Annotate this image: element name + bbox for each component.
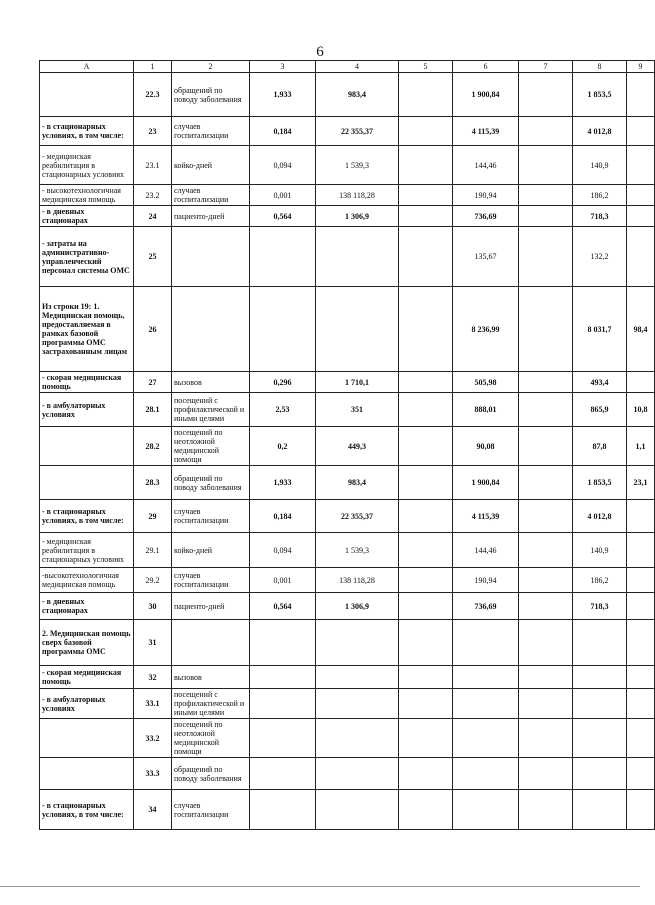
table-cell: 28.2	[134, 427, 172, 466]
table-cell	[399, 593, 453, 620]
table-cell: 32	[134, 666, 172, 689]
table-cell: 983,4	[316, 73, 399, 117]
budget-table	[39, 60, 655, 830]
table-cell: 138 118,28	[316, 185, 399, 206]
table-cell: - скорая медицинская помощь	[40, 372, 134, 393]
table-cell	[316, 689, 399, 719]
table-cell	[250, 227, 316, 287]
table-cell	[40, 427, 134, 466]
table-cell	[250, 620, 316, 666]
table-row	[40, 287, 655, 372]
table-cell: 0,296	[250, 372, 316, 393]
table-cell	[316, 620, 399, 666]
table-cell: 29.1	[134, 533, 172, 568]
table-cell: посещений по неотложной медицинской помощи	[172, 719, 250, 758]
table-cell	[519, 287, 573, 372]
table-cell: 26	[134, 287, 172, 372]
table-cell	[172, 227, 250, 287]
table-cell	[399, 73, 453, 117]
table-cell	[519, 719, 573, 758]
table-cell	[519, 117, 573, 146]
table-row	[40, 719, 655, 758]
table-cell	[399, 372, 453, 393]
table-cell	[627, 146, 655, 185]
table-cell: Из строки 19: 1. Медицинская помощь, предоставляемая в рамках базовой программы ОМС застрахованным лицам	[40, 287, 134, 372]
table-cell: пациенто-дней	[172, 206, 250, 227]
table-row	[40, 666, 655, 689]
table-cell: койко-дней	[172, 146, 250, 185]
table-cell: 1 853,5	[573, 466, 627, 500]
table-cell	[399, 227, 453, 287]
table-cell: 98,4	[627, 287, 655, 372]
table-cell	[573, 666, 627, 689]
table-cell	[627, 758, 655, 790]
table-cell: - затраты на административно-управленческий персонал системы ОМС	[40, 227, 134, 287]
table-cell: 29	[134, 500, 172, 533]
header-cell: 5	[399, 61, 453, 73]
table-cell: 140,9	[573, 146, 627, 185]
table-cell: случаев госпитализации	[172, 185, 250, 206]
table-cell: 4 012,8	[573, 500, 627, 533]
header-cell: 4	[316, 61, 399, 73]
table-cell: 493,4	[573, 372, 627, 393]
table-cell: - в стационарных условиях, в том числе:	[40, 500, 134, 533]
table-cell	[627, 666, 655, 689]
header-cell: А	[40, 61, 134, 73]
table-cell: 1 853,5	[573, 73, 627, 117]
table-cell	[627, 568, 655, 593]
table-cell: 718,3	[573, 206, 627, 227]
table-cell: - в амбулаторных условиях	[40, 393, 134, 427]
table-cell	[453, 689, 519, 719]
table-cell: 23.2	[134, 185, 172, 206]
table-cell: 0,184	[250, 117, 316, 146]
table-cell	[519, 568, 573, 593]
table-cell: 1,1	[627, 427, 655, 466]
page-number: 6	[316, 44, 324, 60]
table-cell	[399, 620, 453, 666]
table-cell	[250, 719, 316, 758]
table-cell	[399, 790, 453, 830]
table-cell: 140,9	[573, 533, 627, 568]
table-cell: 1,933	[250, 466, 316, 500]
table-cell: 0,2	[250, 427, 316, 466]
table-cell: 29.2	[134, 568, 172, 593]
table-cell: койко-дней	[172, 533, 250, 568]
table-row	[40, 593, 655, 620]
header-cell: 1	[134, 61, 172, 73]
table-cell: 90,08	[453, 427, 519, 466]
table-cell: 1 539,3	[316, 146, 399, 185]
table-row	[40, 73, 655, 117]
table-cell: 4 012,8	[573, 117, 627, 146]
table-cell: 0,094	[250, 146, 316, 185]
table-cell	[573, 719, 627, 758]
header-cell: 3	[250, 61, 316, 73]
table-cell: - высокотехнологичная медицинская помощь	[40, 185, 134, 206]
table-row	[40, 427, 655, 466]
table-cell: 4 115,39	[453, 500, 519, 533]
table-cell: 1 306,9	[316, 593, 399, 620]
table-cell: 186,2	[573, 568, 627, 593]
table-cell: 1 539,3	[316, 533, 399, 568]
table-cell: посещений с профилактической и иными целями	[172, 689, 250, 719]
table-cell	[627, 73, 655, 117]
table-cell	[399, 500, 453, 533]
table-cell	[519, 758, 573, 790]
table-cell: 10,8	[627, 393, 655, 427]
table-cell: 8 236,99	[453, 287, 519, 372]
header-cell: 9	[627, 61, 655, 73]
table-cell	[250, 790, 316, 830]
table-cell: 22 355,37	[316, 500, 399, 533]
table-cell	[399, 206, 453, 227]
table-cell: 0,564	[250, 593, 316, 620]
header-cell: 2	[172, 61, 250, 73]
table-cell	[316, 790, 399, 830]
table-cell: 27	[134, 372, 172, 393]
table-cell: - в дневных стационарах	[40, 593, 134, 620]
table-row	[40, 466, 655, 500]
table-cell: - в дневных стационарах	[40, 206, 134, 227]
table-row	[40, 500, 655, 533]
table-cell	[40, 758, 134, 790]
header-cell: 7	[519, 61, 573, 73]
table-cell: 1 900,84	[453, 73, 519, 117]
table-cell	[519, 227, 573, 287]
table-cell: 1 900,84	[453, 466, 519, 500]
table-cell: вызовов	[172, 372, 250, 393]
table-cell	[316, 758, 399, 790]
table-cell: 33.2	[134, 719, 172, 758]
table-cell	[519, 146, 573, 185]
table-cell: 22 355,37	[316, 117, 399, 146]
table-row	[40, 758, 655, 790]
table-cell	[399, 146, 453, 185]
table-cell: 23,1	[627, 466, 655, 500]
table-cell: 1,933	[250, 73, 316, 117]
table-cell	[399, 719, 453, 758]
table-cell	[399, 689, 453, 719]
table-cell: 22.3	[134, 73, 172, 117]
table-cell: 2. Медицинская помощь сверх базовой программы ОМС	[40, 620, 134, 666]
table-cell: 33.1	[134, 689, 172, 719]
table-cell: 0,001	[250, 185, 316, 206]
table-cell: 34	[134, 790, 172, 830]
table-row	[40, 185, 655, 206]
table-cell	[250, 287, 316, 372]
table-cell: 0,001	[250, 568, 316, 593]
table-cell: 351	[316, 393, 399, 427]
table-row	[40, 227, 655, 287]
table-body	[40, 61, 655, 830]
table-cell	[627, 206, 655, 227]
table-cell	[627, 620, 655, 666]
table-cell: 0,094	[250, 533, 316, 568]
table-cell	[519, 185, 573, 206]
table-cell	[316, 227, 399, 287]
table-cell: случаев госпитализации	[172, 500, 250, 533]
header-cell: 6	[453, 61, 519, 73]
header-cell: 8	[573, 61, 627, 73]
table-cell	[250, 666, 316, 689]
table-cell: 24	[134, 206, 172, 227]
table-cell: - медицинская реабилитация в стационарных условиях	[40, 533, 134, 568]
table-cell: обращений по поводу заболевания	[172, 758, 250, 790]
table-cell	[519, 593, 573, 620]
table-cell: пациенто-дней	[172, 593, 250, 620]
table-cell	[399, 185, 453, 206]
table-cell	[316, 719, 399, 758]
table-cell: вызовов	[172, 666, 250, 689]
table-cell	[399, 666, 453, 689]
table-cell: 0,184	[250, 500, 316, 533]
table-cell	[316, 666, 399, 689]
table-cell: 87,8	[573, 427, 627, 466]
table-cell: - в стационарных условиях, в том числе:	[40, 790, 134, 830]
table-cell	[573, 758, 627, 790]
table-cell: 144,46	[453, 146, 519, 185]
table-row	[40, 372, 655, 393]
table-cell	[172, 287, 250, 372]
table-cell: 1 306,9	[316, 206, 399, 227]
table-cell	[627, 372, 655, 393]
table-cell	[40, 73, 134, 117]
table-cell: 449,3	[316, 427, 399, 466]
table-row	[40, 393, 655, 427]
table-cell	[399, 568, 453, 593]
table-cell: 505,98	[453, 372, 519, 393]
table-cell: 8 031,7	[573, 287, 627, 372]
table-cell: 1 710,1	[316, 372, 399, 393]
table-cell: 30	[134, 593, 172, 620]
table-cell: 0,564	[250, 206, 316, 227]
table-cell	[519, 372, 573, 393]
table-cell	[519, 620, 573, 666]
table-cell	[453, 666, 519, 689]
table-cell	[627, 533, 655, 568]
table-row	[40, 620, 655, 666]
table-cell	[519, 466, 573, 500]
table-cell: 190,94	[453, 185, 519, 206]
table-cell: 190,94	[453, 568, 519, 593]
table-cell: обращений по поводу заболевания	[172, 466, 250, 500]
table-cell	[627, 689, 655, 719]
table-cell: 135,67	[453, 227, 519, 287]
table-cell: - медицинская реабилитация в стационарных условиях	[40, 146, 134, 185]
table-cell: 28.3	[134, 466, 172, 500]
table-cell: посещений с профилактической и иными целями	[172, 393, 250, 427]
table-row	[40, 790, 655, 830]
table-cell: случаев госпитализации	[172, 117, 250, 146]
table-row	[40, 568, 655, 593]
table-cell: 132,2	[573, 227, 627, 287]
table-cell: 33.3	[134, 758, 172, 790]
table-cell	[627, 185, 655, 206]
table-cell: 186,2	[573, 185, 627, 206]
table-cell: 983,4	[316, 466, 399, 500]
table-cell: 718,3	[573, 593, 627, 620]
table-cell	[399, 287, 453, 372]
table-row	[40, 206, 655, 227]
table-cell	[316, 287, 399, 372]
table-cell	[627, 593, 655, 620]
table-cell: - в стационарных условиях, в том числе:	[40, 117, 134, 146]
table-cell	[519, 206, 573, 227]
table-row	[40, 533, 655, 568]
table-cell	[519, 500, 573, 533]
table-cell	[573, 689, 627, 719]
table-cell: 144,46	[453, 533, 519, 568]
table-cell	[399, 533, 453, 568]
table-cell: - в амбулаторных условиях	[40, 689, 134, 719]
table-cell: 888,01	[453, 393, 519, 427]
table-cell	[519, 393, 573, 427]
table-cell	[573, 620, 627, 666]
table-cell: 4 115,39	[453, 117, 519, 146]
table-row	[40, 146, 655, 185]
table-header-row	[40, 61, 655, 73]
footer-divider	[0, 886, 640, 887]
table-row	[40, 689, 655, 719]
table-cell: -высокотехнологичная медицинская помощь	[40, 568, 134, 593]
table-row	[40, 117, 655, 146]
table-cell	[250, 758, 316, 790]
table-cell: 138 118,28	[316, 568, 399, 593]
table-cell: обращений по поводу заболевания	[172, 73, 250, 117]
table-cell: 25	[134, 227, 172, 287]
table-cell	[453, 620, 519, 666]
table-cell	[627, 117, 655, 146]
table-cell	[399, 466, 453, 500]
table-cell	[627, 227, 655, 287]
table-cell	[519, 427, 573, 466]
table-cell: 23.1	[134, 146, 172, 185]
table-cell	[250, 689, 316, 719]
table-cell: 2,53	[250, 393, 316, 427]
table-cell	[40, 466, 134, 500]
table-cell	[399, 758, 453, 790]
table-cell	[519, 666, 573, 689]
table-cell: 736,69	[453, 593, 519, 620]
table-cell	[573, 790, 627, 830]
table-cell	[627, 500, 655, 533]
table-cell: 31	[134, 620, 172, 666]
table-cell: - скорая медицинская помощь	[40, 666, 134, 689]
table-cell: случаев госпитализации	[172, 790, 250, 830]
table-cell: посещений по неотложной медицинской помощи	[172, 427, 250, 466]
table-cell: 28.1	[134, 393, 172, 427]
table-cell	[399, 117, 453, 146]
table-cell	[627, 719, 655, 758]
table-cell	[453, 719, 519, 758]
table-cell	[453, 758, 519, 790]
table-cell	[399, 393, 453, 427]
table-cell: 736,69	[453, 206, 519, 227]
table-cell	[627, 790, 655, 830]
table-cell: 23	[134, 117, 172, 146]
table-cell: 865,9	[573, 393, 627, 427]
table-cell	[519, 790, 573, 830]
table-cell	[172, 620, 250, 666]
table-cell: случаев госпитализации	[172, 568, 250, 593]
table-cell	[519, 689, 573, 719]
table-cell	[519, 533, 573, 568]
table-cell	[453, 790, 519, 830]
table-cell	[40, 719, 134, 758]
table-cell	[519, 73, 573, 117]
table-cell	[399, 427, 453, 466]
